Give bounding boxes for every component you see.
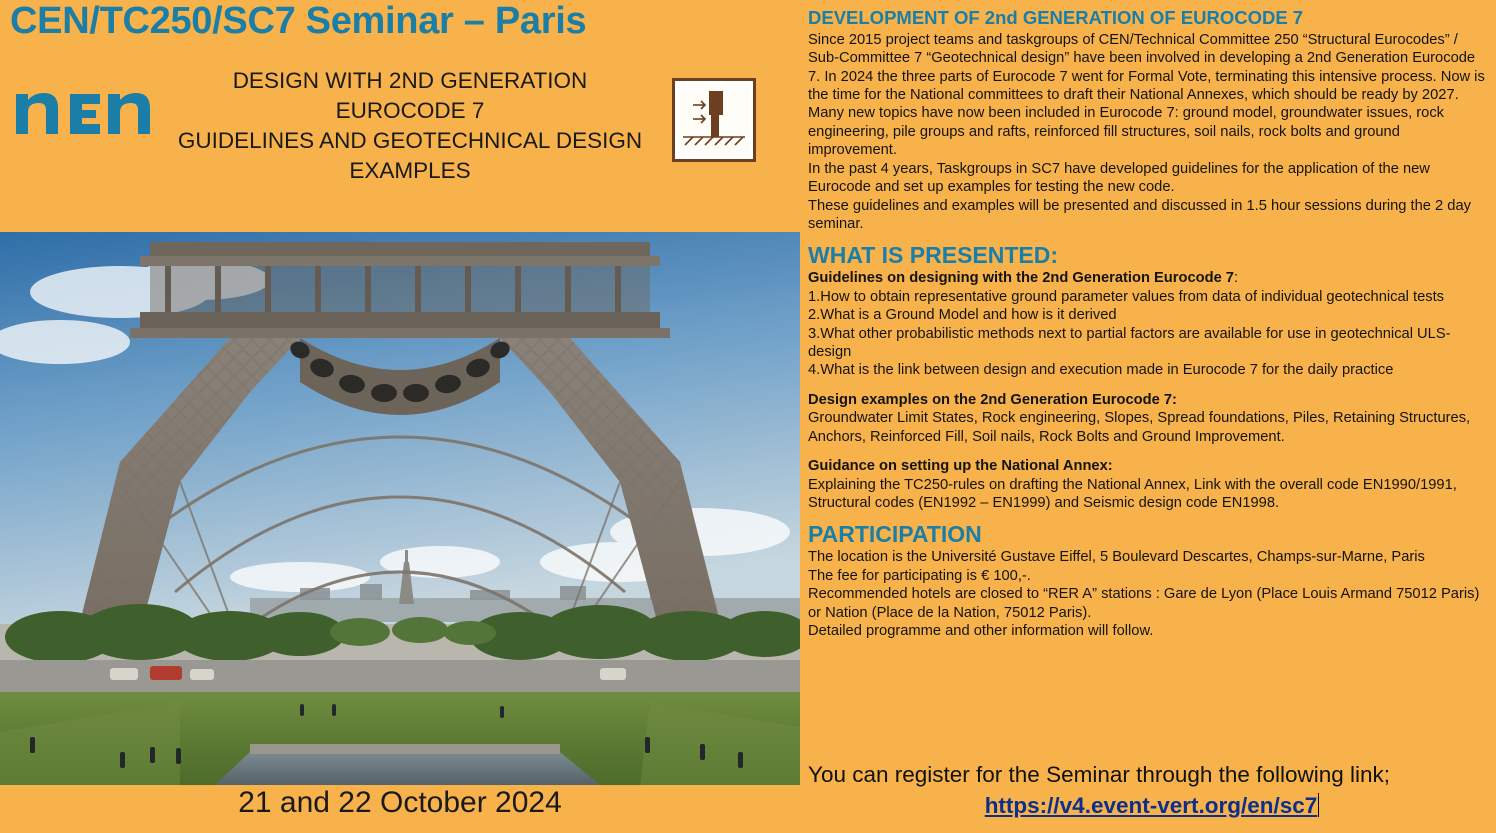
registration-text: You can register for the Seminar through the following link; (808, 762, 1391, 787)
subtitle-line-1: DESIGN WITH 2ND GENERATION (232, 68, 588, 93)
national-annex-text: Explaining the TC250-rules on drafting the National Annex, Link with the overall code EN1990/1991, Structural codes (EN1992 – EN1999) and Seismic design code EN1998. (808, 476, 1457, 512)
eurocode-seal-logo (672, 78, 756, 162)
page-title: CEN/TC250/SC7 Seminar – Paris (10, 0, 587, 42)
participation-heading: PARTICIPATION (808, 520, 982, 547)
participation-line-2: The fee for participating is € 100,-. (808, 567, 1031, 584)
spacer-2 (808, 446, 1488, 457)
subtitle-line-4: EXAMPLES (349, 157, 471, 183)
nen-logo (12, 70, 152, 140)
development-paragraph-3: In the past 4 years, Taskgroups in SC7 have developed guidelines for the application of the new Eurocode and set up examples for testing the new code. (808, 160, 1430, 196)
development-paragraph-1: Since 2015 project teams and taskgroups of CEN/Technical Committee 250 “Structural Eurocodes” / Sub-Committee 7 “Geotechnical design” have been involved in developing a 2nd Generation Eurocode 7. In 2024 the three parts of Eurocode 7 went for Formal Vote, terminating this intensive process. Now is the time for the National committees to draft their National Annexes, which should be ready by 2027. (808, 31, 1485, 104)
participation-line-4: Detailed programme and other information will follow. (808, 623, 1154, 640)
presented-heading: WHAT IS PRESENTED: (808, 241, 1059, 268)
design-examples-label (808, 391, 1488, 409)
subtitle-line-2: EUROCODE 7 (335, 97, 485, 123)
development-paragraph-2: Many new topics have now been included in Eurocode 7: ground model, groundwater issues, rock engineering, pile groups and rafts, reinforced fill structures, soil nails, rock bolts and ground improvement. (808, 105, 1445, 159)
development-heading: DEVELOPMENT OF 2nd GENERATION OF EUROCODE 7 (808, 7, 1304, 28)
participation-line-3: Recommended hotels are closed to “RER A” stations : Gare de Lyon (Place Louis Armand 75012 Paris) or Nation (Place de la Nation, 75012 Paris). (808, 586, 1480, 621)
guidelines-item-1: 1.How to obtain representative ground parameter values from data of individual geotechnical tests (808, 288, 1445, 305)
spacer (808, 380, 1488, 391)
national-annex-label (808, 457, 1488, 475)
guidelines-item-3: 3.What other probabilistic methods next to partial factors are available for use in geotechnical ULS-design (808, 325, 1451, 361)
development-paragraph-4: These guidelines and examples will be presented and discussed in 1.5 hour sessions during the 2 day seminar. (808, 197, 1471, 233)
design-examples-label-text: Design examples on the 2nd Generation Eurocode 7: (808, 391, 1177, 408)
guidelines-label-text: Guidelines on designing with the 2nd Generation Eurocode 7 (808, 270, 1234, 287)
poster-subtitle (160, 66, 660, 186)
guidelines-label (808, 269, 1488, 287)
design-examples-text: Groundwater Limit States, Rock engineering, Slopes, Spread foundations, Piles, Retaining Structures, Anchors, Reinforced Fill, Soil nails, Rock Bolts and Ground Improvement. (808, 410, 1471, 445)
national-annex-label-text: Guidance on setting up the National Annex: (808, 458, 1113, 475)
subtitle-line-3: GUIDELINES AND GEOTECHNICAL DESIGN (177, 127, 643, 153)
registration-link[interactable] (808, 793, 1496, 820)
guidelines-item-4: 4.What is the link between design and execution made in Eurocode 7 for the daily practice (808, 362, 1394, 379)
seal-emblem-icon (679, 85, 749, 155)
guidelines-label-colon: : (1233, 270, 1239, 287)
text-caret (1318, 793, 1319, 817)
participation-line-1: The location is the Université Gustave Eiffel, 5 Boulevard Descartes, Champs-sur-Marne, Paris (808, 549, 1425, 566)
right-column (803, 0, 1496, 833)
event-date: 21 and 22 October 2024 (238, 786, 562, 819)
registration-link-text: https://v4.event-vert.org/en/sc7 (984, 793, 1318, 818)
eiffel-tower-photo (0, 232, 800, 785)
guidelines-item-2: 2.What is a Ground Model and how is it derived (808, 307, 1117, 324)
